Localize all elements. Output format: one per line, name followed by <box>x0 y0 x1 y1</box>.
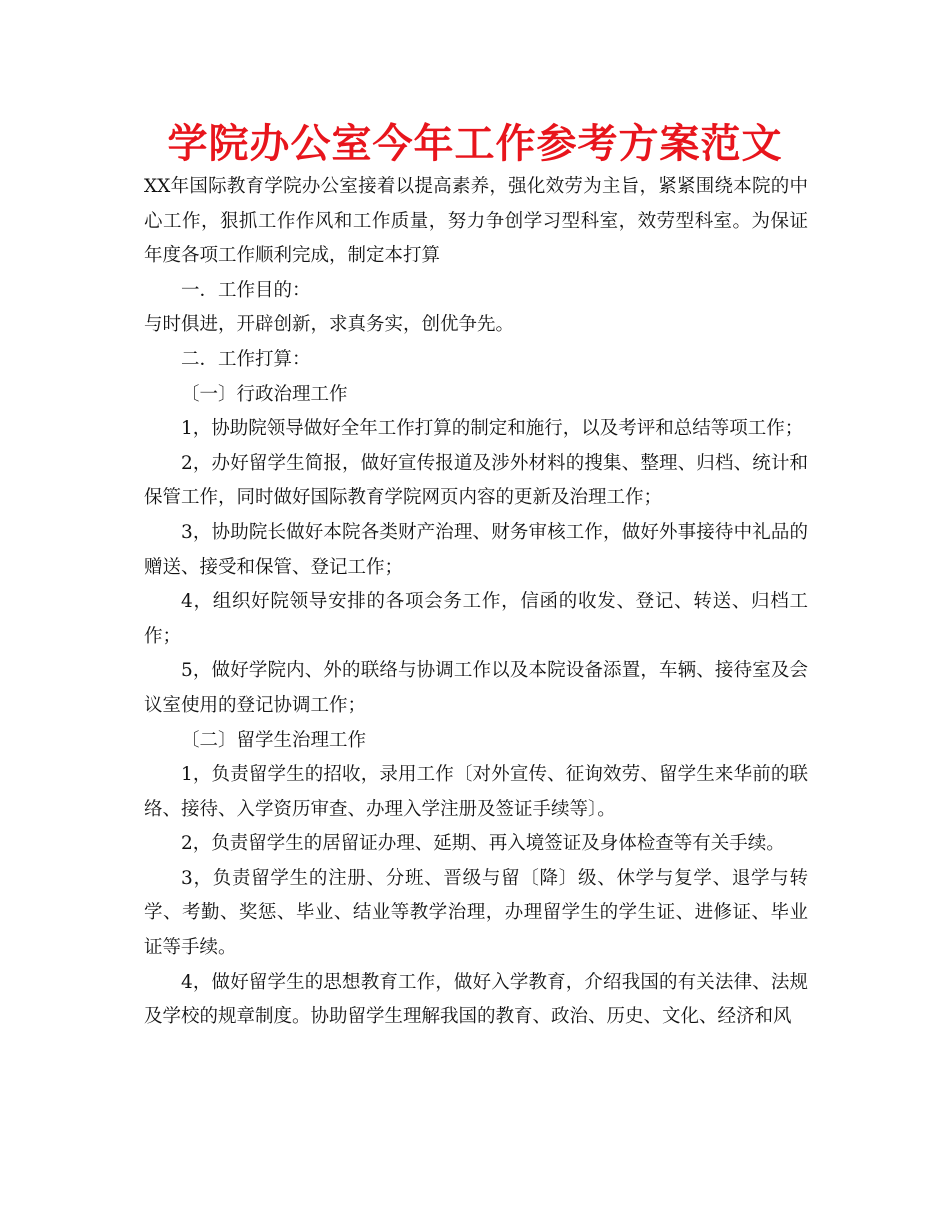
paragraph: 〔一〕行政治理工作 <box>181 383 348 405</box>
paragraph: 一．工作目的： <box>181 279 311 301</box>
paragraph: 二．工作打算： <box>181 348 311 370</box>
paragraph: 1，负责留学生的招收，录用工作〔对外宣传、征询效劳、留学生来华前的联络、接待、入学资历审查、办理入学注册及签证手续等〕。 <box>144 764 808 820</box>
paragraph: 5，做好学院内、外的联络与协调工作以及本院设备添置，车辆、接待室及会议室使用的登记协调工作； <box>144 660 808 716</box>
paragraph: 3，负责留学生的注册、分班、晋级与留〔降〕级、休学与复学、退学与转学、考勤、奖惩、毕业、结业等教学治理，办理留学生的学生证、进修证、毕业证等手续。 <box>144 867 808 959</box>
paragraph: 4，做好留学生的思想教育工作，做好入学教育，介绍我国的有关法律、法规及学校的规章制度。协助留学生理解我国的教育、政治、历史、文化、经济和风 <box>144 971 808 1028</box>
paragraph: 2，负责留学生的居留证办理、延期、再入境签证及身体检查等有关手续。 <box>181 833 785 855</box>
document-body <box>144 170 808 1035</box>
paragraph: 4，组织好院领导安排的各项会务工作，信函的收发、登记、转送、归档工作； <box>144 591 808 647</box>
paragraph: 与时俱进，开辟创新，求真务实，创优争先。 <box>144 314 515 336</box>
paragraph: 3，协助院长做好本院各类财产治理、财务审核工作，做好外事接待中礼品的赠送、接受和保管、登记工作； <box>144 521 808 578</box>
paragraph: 1，协助院领导做好全年工作打算的制定和施行，以及考评和总结等项工作； <box>181 418 804 440</box>
paragraph: 〔二〕留学生治理工作 <box>181 729 367 751</box>
paragraph: 2，办好留学生简报，做好宣传报道及涉外材料的搜集、整理、归档、统计和保管工作，同时做好国际教育学院网页内容的更新及治理工作； <box>144 452 808 509</box>
document-title: 学院办公室今年工作参考方案范文 <box>167 121 783 167</box>
paragraph: XX年国际教育学院办公室接着以提高素养，强化效劳为主旨，紧紧围绕本院的中心工作，狠抓工作作风和工作质量，努力争创学习型科室，效劳型科室。为保证年度各项工作顺利完成，制定本打算 <box>144 176 808 267</box>
